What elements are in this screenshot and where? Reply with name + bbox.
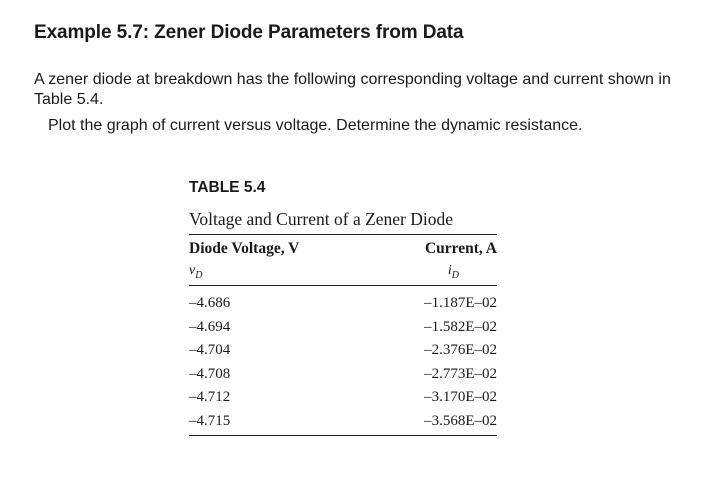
table-label: TABLE 5.4 bbox=[189, 179, 266, 196]
table-row bbox=[189, 363, 497, 387]
current-cell: –1.582E–02 bbox=[424, 318, 497, 335]
symbol-current-subscript: D bbox=[451, 269, 459, 281]
symbol-voltage-subscript: D bbox=[195, 269, 203, 281]
voltage-cell: –4.712 bbox=[189, 389, 231, 405]
table-body bbox=[189, 292, 497, 433]
current-cell: –1.187E–02 bbox=[424, 295, 497, 311]
voltage-cell: –4.715 bbox=[189, 412, 231, 429]
table-bottom-rule bbox=[189, 435, 497, 436]
table-header-row bbox=[189, 239, 497, 259]
table-row bbox=[189, 410, 497, 434]
voltage-cell: –4.708 bbox=[189, 365, 231, 382]
header-voltage: Diode Voltage, V bbox=[189, 240, 300, 257]
task-statement: Plot the graph of current versus voltage. Determine the dynamic resistance. bbox=[48, 117, 583, 134]
table-caption: Voltage and Current of a Zener Diode bbox=[189, 209, 454, 229]
current-cell: –2.773E–02 bbox=[424, 365, 497, 382]
voltage-cell: –4.694 bbox=[189, 318, 231, 335]
table-row bbox=[189, 386, 497, 410]
table-row bbox=[189, 292, 497, 316]
table-row bbox=[189, 339, 497, 363]
voltage-cell: –4.686 bbox=[189, 295, 231, 311]
example-title: Example 5.7: Zener Diode Parameters from Data bbox=[34, 22, 464, 43]
header-current: Current, A bbox=[424, 240, 497, 257]
data-table bbox=[189, 178, 497, 436]
symbol-current: $i_D$ bbox=[447, 263, 459, 281]
current-cell: –3.568E–02 bbox=[424, 412, 497, 429]
voltage-cell: –4.704 bbox=[189, 342, 231, 358]
table-top-rule bbox=[189, 234, 497, 235]
table-row bbox=[189, 316, 497, 340]
current-cell: –3.170E–02 bbox=[424, 389, 497, 405]
table-header-rule bbox=[189, 285, 497, 286]
symbol-voltage: $v_D$ bbox=[189, 263, 203, 281]
problem-statement: A zener diode at breakdown has the following corresponding voltage and current shown in Table 5.4. bbox=[34, 71, 671, 108]
table-symbol-row bbox=[189, 261, 497, 281]
current-cell: –2.376E–02 bbox=[424, 342, 497, 358]
